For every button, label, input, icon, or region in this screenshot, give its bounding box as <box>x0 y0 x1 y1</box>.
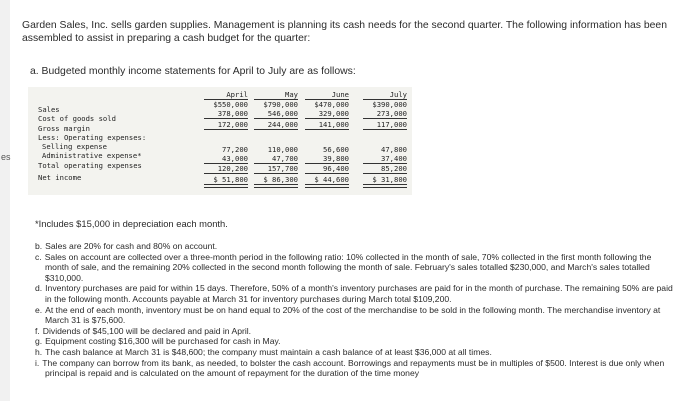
subtotal-rule <box>305 129 349 130</box>
item-marker: f. <box>35 325 40 336</box>
item-text: At the end of each month, inventory must be on hand equal to 20% of the cost of the merchandise to be sold in the following month. The merchandise inventory at March 31 is $75,600. <box>45 304 661 326</box>
side-margin-text: es <box>1 152 11 162</box>
subtotal-rule <box>363 118 407 119</box>
cell: 39,800 <box>323 154 349 163</box>
item-text: The company can borrow from its bank, as needed, to bolster the cash account. Borrowings and repayments must be in multiples of $500. Interest is due only when principal is repaid and is calculated on the amount of repayment for the duration of the time money <box>42 357 665 379</box>
cell: 117,000 <box>376 120 407 129</box>
cell: 37,400 <box>381 154 407 163</box>
subtotal-rule <box>363 129 407 130</box>
subtotal-rule <box>363 173 407 174</box>
list-item <box>35 347 675 358</box>
cell: 157,700 <box>267 164 298 173</box>
col-header-july: July <box>389 90 407 99</box>
cell: 244,000 <box>267 120 298 129</box>
cell: 546,000 <box>267 109 298 118</box>
item-text: Sales on account are collected over a three-month period in the following ratio: 10% collected in the month of sale, 70% collected in the first month following the month of sale, and the remaining 20% collected in the second month following the month of sale. February's sales totalled $230,000, and March's sales totalled $310,000. <box>44 251 652 283</box>
cell: 110,000 <box>267 145 298 154</box>
cell: 329,000 <box>318 109 349 118</box>
cell: $550,000 <box>213 100 248 109</box>
item-marker: b. <box>35 241 43 251</box>
total-double-rule <box>254 184 298 188</box>
list-item <box>35 326 675 337</box>
row-label-net-income: Net income <box>38 173 82 182</box>
subtotal-rule <box>204 129 248 130</box>
cell: $ 31,800 <box>372 175 407 184</box>
item-text: Equipment costing $16,300 will be purchased for cash in May. <box>45 336 281 347</box>
cell: $390,000 <box>372 100 407 109</box>
subtotal-rule <box>254 129 298 130</box>
subtotal-rule <box>254 173 298 174</box>
row-label-sales: Sales <box>38 105 60 114</box>
left-panel-edge <box>0 0 10 401</box>
subtotal-rule <box>305 118 349 119</box>
row-label-cogs: Cost of goods sold <box>38 114 116 123</box>
cell: 378,000 <box>217 109 248 118</box>
item-marker: i. <box>35 357 40 368</box>
list-item <box>35 305 675 326</box>
cell: 56,600 <box>323 145 349 154</box>
depreciation-footnote: *Includes $15,000 in depreciation each month. <box>35 218 228 229</box>
total-double-rule <box>305 184 349 188</box>
row-label-total-operating-expenses: Total operating expenses <box>38 161 142 170</box>
row-label-less-operating-expenses: Less: Operating expenses: <box>38 133 147 142</box>
cell: 141,000 <box>318 120 349 129</box>
col-header-april: April <box>226 90 248 99</box>
list-item <box>35 283 675 304</box>
cell: 273,000 <box>376 109 407 118</box>
list-item <box>35 252 675 284</box>
cell: 43,000 <box>222 154 248 163</box>
cell: 77,200 <box>222 145 248 154</box>
cell: 47,800 <box>381 145 407 154</box>
item-text: The cash balance at March 31 is $48,600; the company must maintain a cash balance of at least $36,000 at all times. <box>45 346 492 357</box>
cell: $790,000 <box>263 100 298 109</box>
col-header-may: May <box>285 90 298 99</box>
total-double-rule <box>204 184 248 188</box>
cell: 120,200 <box>217 164 248 173</box>
item-marker: e. <box>35 304 43 315</box>
col-header-june: June <box>331 90 349 99</box>
income-statement-table <box>28 87 412 195</box>
item-text: Inventory purchases are paid for within 15 days. Therefore, 50% of a month's inventory purchases are paid for in the month of purchase. The remaining 50% are paid in the following month. Accounts payable at March 31 for inventory purchases during March total $109,200. <box>45 283 673 304</box>
item-text: Sales are 20% for cash and 80% on account. <box>45 241 218 251</box>
cell: 172,000 <box>217 120 248 129</box>
cell: $470,000 <box>314 100 349 109</box>
list-item <box>35 336 675 347</box>
cell: 96,400 <box>323 164 349 173</box>
cell: $ 51,800 <box>213 175 248 184</box>
subtotal-rule <box>204 173 248 174</box>
row-label-administrative-expense: Administrative expense* <box>42 151 142 160</box>
cell: $ 44,600 <box>314 175 349 184</box>
item-a-heading: a. Budgeted monthly income statements for April to July are as follows: <box>30 66 356 77</box>
subtotal-rule <box>204 118 248 119</box>
cell: $ 86,300 <box>263 175 298 184</box>
list-item <box>35 358 675 379</box>
row-label-selling-expense: Selling expense <box>42 142 107 151</box>
subtotal-rule <box>305 173 349 174</box>
item-marker: h. <box>35 346 43 357</box>
cell: 85,200 <box>381 164 407 173</box>
total-double-rule <box>363 184 407 188</box>
item-text: Dividends of $45,100 will be declared and paid in April. <box>42 325 252 336</box>
item-marker: d. <box>35 283 43 294</box>
subtotal-rule <box>254 118 298 119</box>
list-item <box>35 241 675 252</box>
item-marker: c. <box>35 251 42 262</box>
cell: 47,700 <box>272 154 298 163</box>
assumption-list <box>35 241 675 379</box>
item-marker: g. <box>35 336 43 347</box>
row-label-gross-margin: Gross margin <box>38 124 90 133</box>
problem-intro: Garden Sales, Inc. sells garden supplies. Management is planning its cash needs for the second quarter. The following information has been assembled to assist in preparing a cash budget for the quarter: <box>22 20 667 44</box>
